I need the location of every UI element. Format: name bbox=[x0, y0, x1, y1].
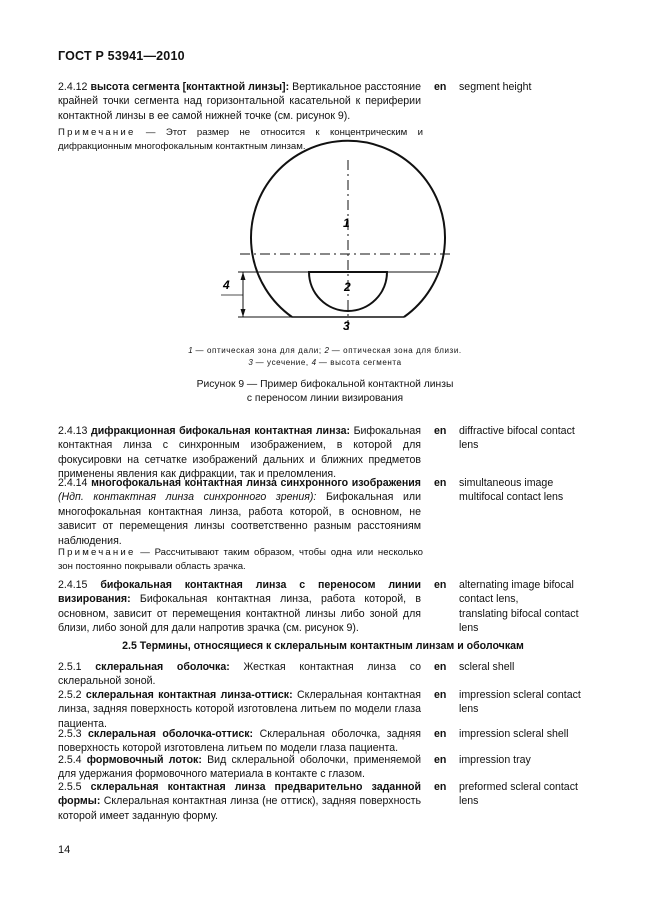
term-entry-2-5-5 bbox=[58, 780, 421, 823]
term-title: высота сегмента [контактной линзы]: bbox=[90, 81, 290, 93]
en-term-line: translating bifocal contact bbox=[459, 607, 579, 620]
lang-code: en bbox=[434, 661, 447, 673]
lang-code: en bbox=[434, 81, 447, 93]
section-title: 2.5 Термины, относящиеся к склеральным контактным линзам и оболочкам bbox=[122, 640, 524, 652]
note-label: Примечание bbox=[58, 547, 136, 558]
lang-code: en bbox=[434, 781, 447, 793]
en-term-line: alternating image bifocal bbox=[459, 579, 574, 591]
en-term-line: impression scleral shell bbox=[459, 728, 569, 740]
legend-text: — оптическая зона для дали; bbox=[192, 346, 325, 355]
legend-number: 2 bbox=[324, 346, 329, 355]
term-definition: Склеральная контактная линза, задняя поверхность которой изготовлена литьем по модели глаза пациента. bbox=[58, 689, 421, 730]
en-equivalent-2-4-14 bbox=[459, 476, 609, 505]
term-number: 2.4.14 bbox=[58, 477, 88, 489]
term-title: бифокальная контактная линза с переносом линии визирования: bbox=[58, 579, 421, 606]
legend-text: — усечение, bbox=[252, 358, 312, 367]
term-definition: Бифокальная или многофокальная контактная линза, работа которой, в основном, не зависит от перемещения линзы соответственно разным расстояниям наблюдения. bbox=[58, 491, 421, 547]
term-title: склеральная оболочка: bbox=[95, 661, 230, 673]
term-definition: Склеральная оболочка, задняя поверхность которой изготовлена литьем по модели глаза пациента. bbox=[58, 728, 421, 755]
term-title: склеральная контактная линза-оттиск: bbox=[85, 689, 293, 701]
figure-title bbox=[120, 378, 530, 406]
note-text: — Этот размер не относится к концентрическим и дифракционным многофокальным контактным линзам. bbox=[58, 127, 423, 152]
term-definition: Вид склеральной оболочки, применяемой для удержания формовочного материала в контакте с глазом. bbox=[58, 754, 421, 781]
term-number: 2.5.2 bbox=[58, 689, 82, 701]
legend-text: — оптическая зона для близи. bbox=[328, 346, 462, 355]
term-title: многофокальная контактная линза синхронного изображения bbox=[91, 477, 421, 489]
term-entry-2-4-13 bbox=[58, 424, 421, 482]
figure-legend bbox=[100, 345, 550, 369]
en-term-line: lens bbox=[459, 703, 479, 716]
legend-text: — высота сегмента bbox=[316, 358, 402, 367]
term-number: 2.5.1 bbox=[58, 661, 82, 673]
term-entry-2-5-4 bbox=[58, 753, 421, 782]
en-equivalent-2-5-2 bbox=[459, 688, 609, 717]
label-3: 3 bbox=[343, 319, 350, 333]
en-term-line: lens bbox=[459, 795, 479, 808]
note-text: — Рассчитывают таким образом, чтобы одна или несколько зон постоянно покрывали область зрачка. bbox=[58, 547, 424, 572]
en-term-line: lens bbox=[459, 622, 479, 635]
term-title: склеральная оболочка-оттиск: bbox=[88, 728, 254, 740]
en-term-line: diffractive bifocal contact bbox=[459, 425, 575, 437]
en-term-line: scleral shell bbox=[459, 661, 515, 673]
term-number: 2.4.12 bbox=[58, 81, 88, 93]
en-term-line: multifocal contact lens bbox=[459, 491, 564, 504]
label-1: 1 bbox=[343, 216, 350, 230]
en-term-line: simultaneous image bbox=[459, 477, 554, 489]
en-term-line: lens bbox=[459, 439, 479, 452]
term-definition: Бифокальная контактная линза, работа которой, в основном, зависит от перемещения контактной линзы либо зоной для близи, либо зоной для дали напротив зрачка (см. рисунок 9). bbox=[58, 593, 421, 635]
term-number: 2.5.4 bbox=[58, 754, 82, 766]
lang-code: en bbox=[434, 754, 447, 766]
term-definition: Склеральная контактная линза (не оттиск), задняя поверхность которой имеет заданную форму. bbox=[58, 795, 421, 822]
label-4: 4 bbox=[223, 278, 230, 292]
en-equivalent-2-5-1 bbox=[459, 660, 609, 674]
en-term-line: impression tray bbox=[459, 754, 531, 766]
term-entry-2-4-15 bbox=[58, 578, 421, 636]
term-title: дифракционная бифокальная контактная линза: bbox=[91, 425, 351, 437]
term-entry-2-5-1 bbox=[58, 660, 421, 689]
en-equivalent-2-4-15 bbox=[459, 578, 609, 636]
note-2-4-14 bbox=[58, 546, 423, 573]
label-2: 2 bbox=[344, 280, 351, 294]
legend-number: 4 bbox=[311, 358, 317, 367]
page-number: 14 bbox=[58, 844, 71, 856]
term-number: 2.4.15 bbox=[58, 579, 88, 591]
en-equivalent-2-5-5 bbox=[459, 780, 609, 809]
term-number: 2.5.5 bbox=[58, 781, 82, 793]
lang-code: en bbox=[434, 689, 447, 701]
legend-number: 3 bbox=[248, 358, 253, 367]
note-label: Примечание bbox=[58, 127, 136, 138]
term-title: формовочный лоток: bbox=[86, 754, 202, 766]
term-entry-2-5-3 bbox=[58, 727, 421, 756]
term-definition: Вертикальное расстояние крайней точки сегмента над горизонтальной касательной к периферии контактной линзы в ее самой нижней точке (см. рисунок 9). bbox=[58, 81, 421, 122]
lang-code: en bbox=[434, 728, 447, 740]
en-equivalent-2-5-3 bbox=[459, 727, 609, 741]
legend-number: 1 bbox=[188, 346, 193, 355]
en-term-line: preformed scleral contact bbox=[459, 781, 578, 793]
document-header: ГОСТ Р 53941—2010 bbox=[58, 49, 185, 63]
en-term-line: segment height bbox=[459, 81, 532, 93]
term-number: 2.5.3 bbox=[58, 728, 82, 740]
figure-title-line: с переносом линии визирования bbox=[246, 393, 404, 404]
lang-code: en bbox=[434, 579, 447, 591]
lang-code: en bbox=[434, 425, 447, 437]
term-entry-2-5-2 bbox=[58, 688, 421, 731]
en-term-line: contact lens, bbox=[459, 593, 519, 606]
en-term-line: impression scleral contact bbox=[459, 689, 581, 701]
term-title: склеральная контактная линза предварительно заданной формы: bbox=[58, 781, 421, 808]
en-equivalent-2-4-13 bbox=[459, 424, 609, 453]
en-equivalent-2-5-4 bbox=[459, 753, 609, 767]
term-definition: Бифокальная контактная линза с синхронным изображением, в которой для фокусировки на сетчатке изображений дальних и ближних предметов применены явления как дифракции, так и преломления. bbox=[58, 425, 421, 481]
term-number: 2.4.13 bbox=[58, 425, 88, 437]
term-deprecated: (Ндп. контактная линза синхронного зрения): bbox=[58, 491, 317, 504]
lang-code: en bbox=[434, 477, 447, 489]
term-entry-2-4-14 bbox=[58, 476, 421, 548]
figure-title-line: Рисунок 9 — Пример бифокальной контактной линзы bbox=[196, 379, 454, 390]
term-definition: Жесткая контактная линза со склеральной зоной. bbox=[58, 661, 422, 688]
